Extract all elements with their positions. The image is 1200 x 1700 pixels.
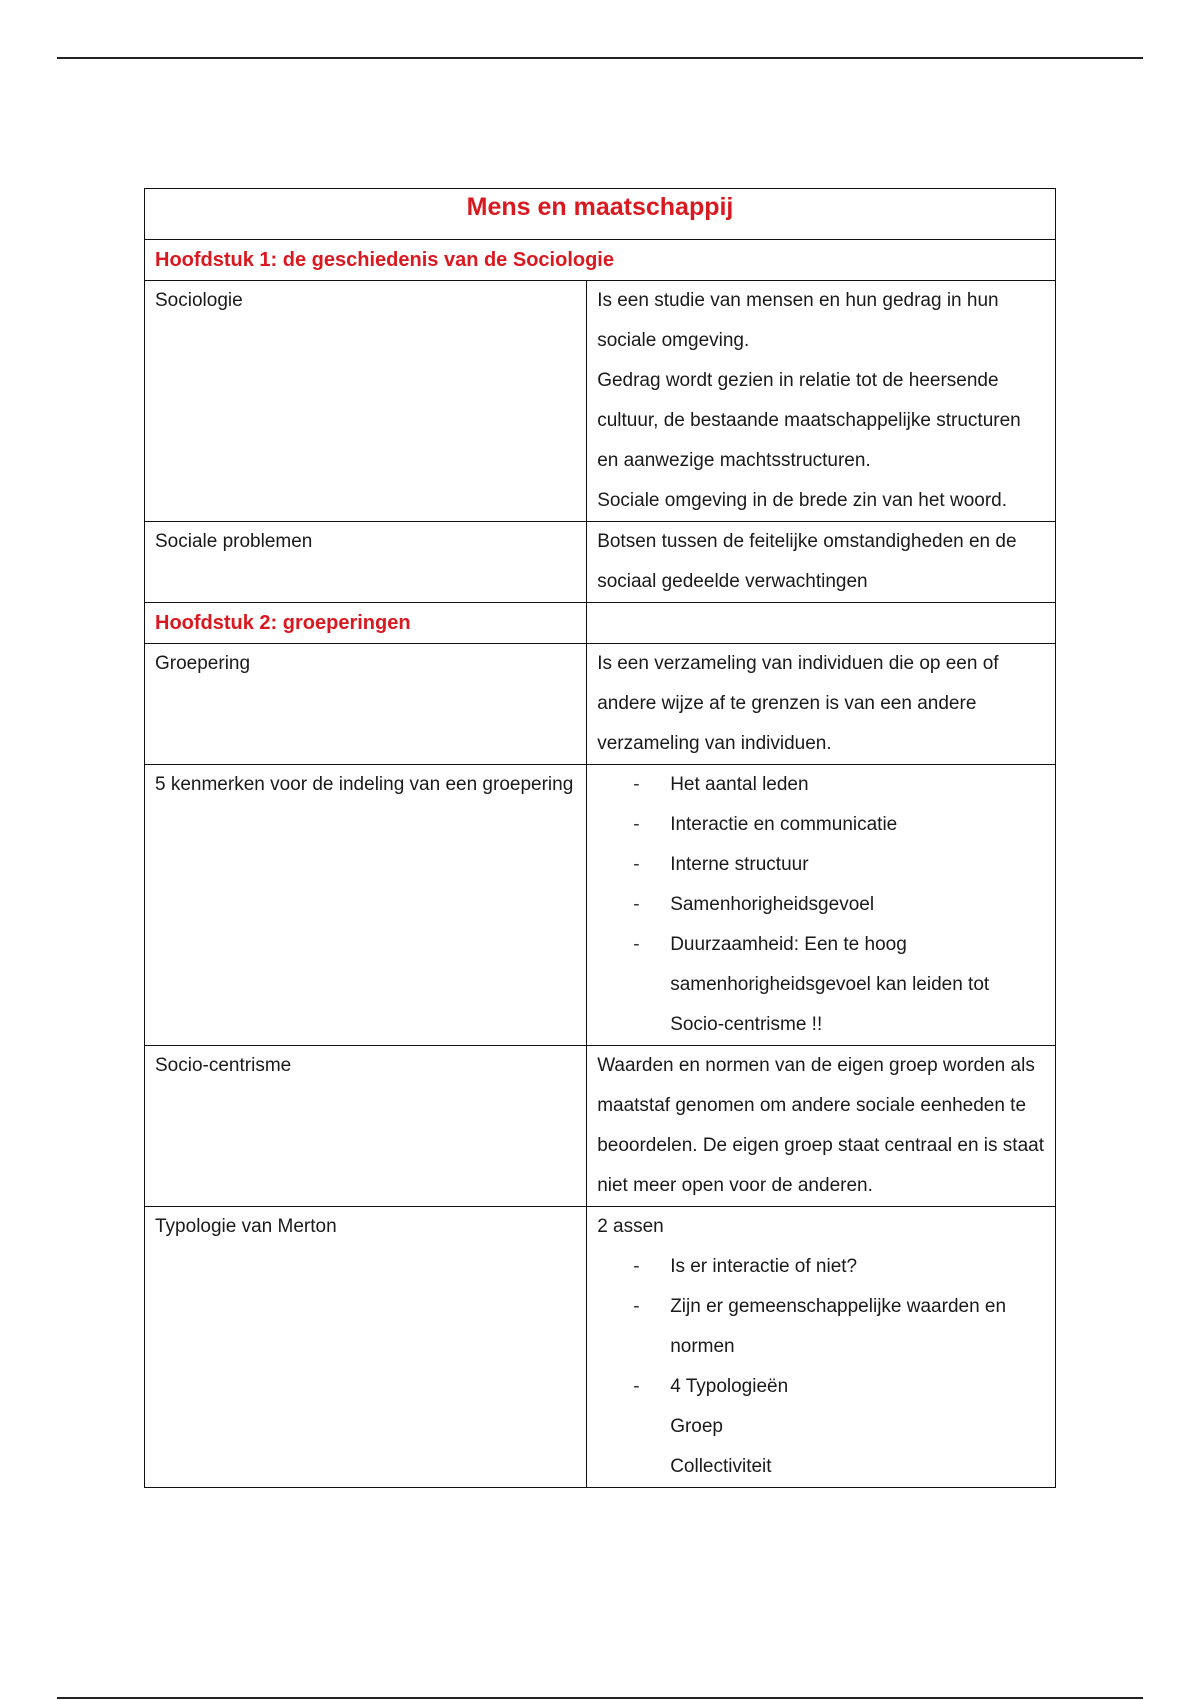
term-cell: Sociale problemen — [145, 522, 587, 603]
table-row — [145, 1046, 1056, 1207]
typology-item: Collectiviteit — [670, 1456, 772, 1477]
list-item: - Is er interactie of niet? — [597, 1247, 1045, 1287]
definition-text: Is een studie van mensen en hun gedrag in hun sociale omgeving. — [597, 290, 999, 351]
chapter-heading-2: Hoofdstuk 2: groeperingen — [145, 603, 587, 644]
header-rule — [57, 57, 1143, 59]
term-cell: Groepering — [145, 644, 587, 765]
definition-cell — [587, 765, 1056, 1046]
empty-cell — [587, 603, 1056, 644]
definition-cell: Waarden en normen van de eigen groep worden als maatstaf genomen om andere sociale eenheden te beoordelen. De eigen groep staat centraal en is staat niet meer open voor de anderen. — [587, 1046, 1056, 1207]
list-item: - 4 Typologieën — [597, 1367, 1045, 1407]
table-row — [145, 1207, 1056, 1488]
definition-cell: Is een verzameling van individuen die op een of andere wijze af te grenzen is van een andere verzameling van individuen. — [587, 644, 1056, 765]
term-cell: 5 kenmerken voor de indeling van een groepering — [145, 765, 587, 1046]
footer-rule — [57, 1697, 1143, 1699]
list-item: - Het aantal leden — [597, 765, 1045, 805]
list-item: - Interne structuur — [597, 845, 1045, 885]
definition-cell — [587, 281, 1056, 522]
table-row — [145, 281, 1056, 522]
definition-cell: Botsen tussen de feitelijke omstandigheden en de sociaal gedeelde verwachtingen — [587, 522, 1056, 603]
notes-table — [144, 188, 1056, 1488]
document-title: Mens en maatschappij — [145, 189, 1056, 240]
chapter-heading-1: Hoofdstuk 1: de geschiedenis van de Sociologie — [145, 240, 1056, 281]
chapter-row — [145, 603, 1056, 644]
kenmerken-list — [597, 765, 1045, 1045]
list-item: - Samenhorigheidsgevoel — [597, 885, 1045, 925]
merton-list — [597, 1247, 1045, 1407]
title-row — [145, 189, 1056, 240]
table-row — [145, 522, 1056, 603]
chapter-row — [145, 240, 1056, 281]
list-item: - Interactie en communicatie — [597, 805, 1045, 845]
table-row — [145, 765, 1056, 1046]
term-cell: Typologie van Merton — [145, 1207, 587, 1488]
term-cell: Socio-centrisme — [145, 1046, 587, 1207]
merton-intro: 2 assen — [597, 1216, 664, 1237]
list-item: - Zijn er gemeenschappelijke waarden en normen — [597, 1287, 1045, 1367]
list-item: - Duurzaamheid: Een te hoog samenhorigheidsgevoel kan leiden tot Socio-centrisme !! — [597, 925, 1045, 1045]
term-cell: Sociologie — [145, 281, 587, 522]
table-row — [145, 644, 1056, 765]
definition-cell — [587, 1207, 1056, 1488]
definition-text: Gedrag wordt gezien in relatie tot de heersende cultuur, de bestaande maatschappelijke structuren en aanwezige machtsstructuren. — [597, 370, 1021, 471]
typology-item: Groep — [670, 1416, 723, 1437]
definition-text: Sociale omgeving in de brede zin van het woord. — [597, 490, 1007, 511]
